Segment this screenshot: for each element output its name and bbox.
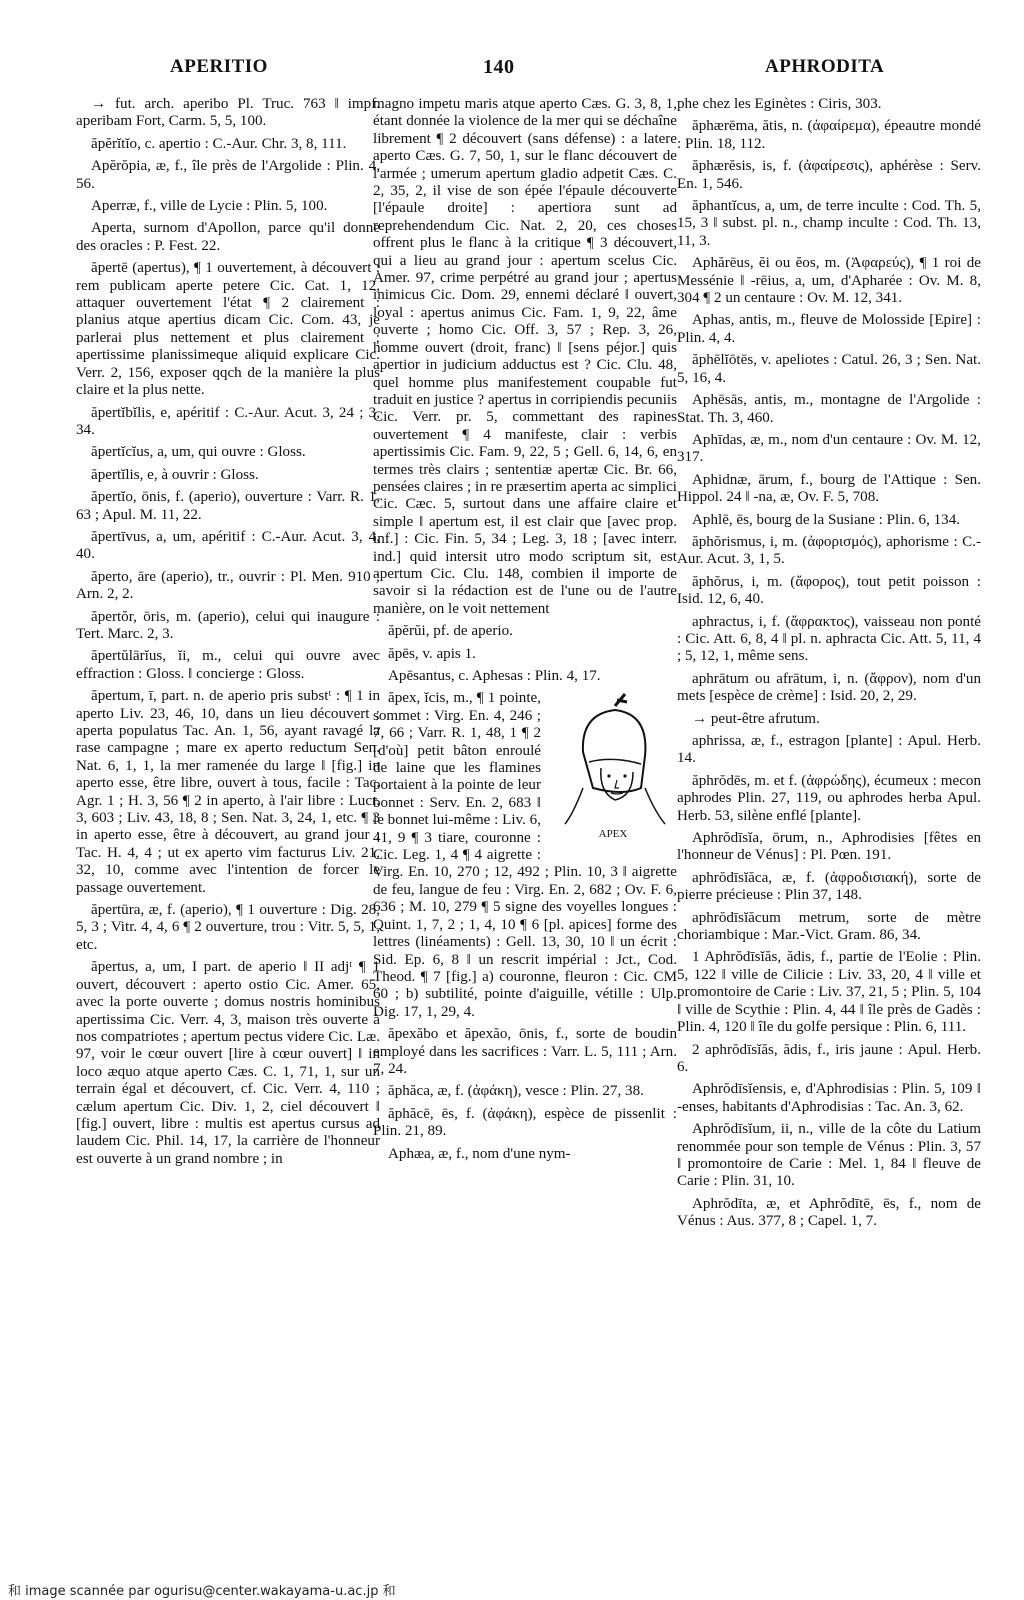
entry: aphrŏdīsĭăcum metrum, sorte de mètre choriambique : Mar.-Vict. Gram. 86, 34. bbox=[677, 909, 981, 944]
entry: ăpertĭlis, e, à ouvrir : Gloss. bbox=[91, 466, 259, 483]
entry: ăphăcē, ēs, f. (ἀφάκη), espèce de pissenlit : Plin. 21, 89. bbox=[373, 1105, 677, 1140]
entry: magno impetu maris atque aperto Cæs. G. 3, 8, 1, étant donnée la violence de la mer qui se déchaîne librement ¶ 2 découvert (sans défense) : a latere aperto Cæs. G. 7, 50, 1, sur le flanc découvert de l'armée ; umerum apertum gladio adpetit Cæs. C. 2, 35, 2, il vise de son épée l'épaule découverte [l'épaule droite] : apertiora sunt ad reprehendendum Cic. Nat. 2, 20, ces choses offrent plus le flanc à la critique ¶ 3 découvert, qui a lieu au grand jour : apertum scelus Cic. Amer. 97, crime perpétré au grand jour ; apertus inimicus Cic. Dom. 29, ennemi déclaré ‖ ouvert, loyal : apertus animus Cic. Fam. 1, 9, 22, âme ouverte ; homo Cic. Off. 3, 57 ; Rep. 3, 26, homme ouvert (droit, franc) ‖ [sens péjor.] quis apertior in judicium adductus est ? Cic. Clu. 48, quel homme plus manifestement coupable fut traduit en justice ? apertus in corripiendis pecuniis Cic. Verr. pr. 5, commettant des rapines ouvertement ¶ 4 manifeste, clair : verbis apertissimis Cic. Fam. 9, 22, 5 ; Gell. 6, 14, 6, en termes très clairs ; sententiæ apertæ Cic. Br. 66, pensées claires ; in re præsertim aperta ac simplici Cic. Cæc. 5, surtout dans une affaire claire et simple ‖ apertum est, il est clair que [avec prop. inf.] : Cic. Fin. 5, 34 ; Leg. 3, 18 ; [avec interr. ind.] quid intersit utro modo scriptum sit, est apertum Cic. Clu. 148, combien il importe de savoir si la rédaction est de l'une ou de l'autre manière, on le voit nettement bbox=[373, 96, 677, 617]
entry: ăpertum, ī, part. n. de aperio pris substᵗ : ¶ 1 in aperto Liv. 23, 46, 10, dans un lieu découvert ; aperta populatus Tac. An. 1, 56, ayant ravagé la rase campagne ; mare ex aperto reductum Sen. Nat. 6, 1, 1, la mer ramenée du large ‖ [fig.] in aperto esse, être libre, ouvert à tous, facile : Tac. Agr. 1 ; H. 3, 56 ¶ 2 in aperto, à l'air libre : Lucr. 3, 603 ; Liv. 43, 18, 8 ; Sen. Nat. 3, 24, 1, etc. ¶ 3 in aperto esse, être à découvert, au grand jour : Tac. H. 4, 4 ; ut ex aperto vim facturus Liv. 21, 32, 10, comme avec l'intention de forcer le passage ouvertement. bbox=[76, 688, 380, 896]
entry: ăperto, āre (aperio), tr., ouvrir : Pl. Men. 910 ; Arn. 2, 2. bbox=[76, 568, 380, 603]
page-number: 140 bbox=[483, 56, 515, 78]
entry: ăpertīvus, a, um, apéritif : C.-Aur. Acut. 3, 4, 40. bbox=[76, 528, 380, 563]
entry: Apēsantus, c. Aphesas : Plin. 4, 17. bbox=[388, 668, 601, 684]
column-3 bbox=[677, 96, 981, 1236]
entry: 1 Aphrŏdīsĭăs, ădis, f., partie de l'Eolie : Plin. 5, 122 ‖ ville de Cilicie : Liv. 33, 20, 4 ‖ ville et promontoire de Carie : Liv. 37, 21, 5 ; Plin. 5, 104 ‖ ville de Scythie : Plin. 4, 44 ‖ île près de Gadès : Plin. 4, 120 ‖ île du golfe persique : Plin. 6, 111. bbox=[677, 949, 981, 1036]
entry: ăpexăbo et ăpexăo, ōnis, f., sorte de boudin employé dans les sacrifices : Varr. L. 5, 111 ; Arn. 7, 24. bbox=[373, 1026, 677, 1077]
entry: Aperta, surnom d'Apollon, parce qu'il donne des oracles : P. Fest. 22. bbox=[76, 220, 380, 254]
apex-figure-caption: APEX bbox=[598, 828, 628, 841]
entry: ăpēs, v. apis 1. bbox=[388, 645, 476, 662]
running-head-left: APERITIO bbox=[170, 56, 268, 77]
entry: aphrŏdīsĭăca, æ, f. (ἀφροδισιακή), sorte de pierre précieuse : Plin 37, 148. bbox=[677, 869, 981, 904]
entry: ăphăca, æ, f. (ἀφάκη), vesce : Plin. 27, 38. bbox=[388, 1083, 644, 1100]
entry: ăpex, ĭcis, m., ¶ 1 pointe, sommet : Virg. En. 4, 246 ; 7, 66 ; Varr. R. 1, 48, 1 ¶ 2 [d'où] petit bâton enroulé de laine que les flamines portaient à la pointe de leur bonnet : Serv. En. 2, 683 ‖ le bonnet lui-même : Liv. 6, 41, 9 ¶ 3 tiare, couronne : Cic. Leg. 1, 4 ¶ 4 aigrette : Virg. En. 10, 270 ; 12, 492 ; Plin. 10, 3 ‖ aigrette de feu, langue de feu : Virg. En. 2, 682 ; Ov. F. 6, 636 ; M. 10, 279 ¶ 5 signe des voyelles longues : Quint. 1, 7, 2 ; 1, 4, 10 ¶ 6 [pl. apices] forme des lettres (linéaments) : Gell. 13, 30, 10 ‖ un écrit : Sid. Ep. 6, 8 ‖ un rescrit impérial : Jct., Cod. Theod. ¶ 7 [fig.] a) couronne, fleuron : Cic. CM 60 ; b) subtilité, pointe d'aiguille, vétille : Ulp. Dig. 17, 1, 29, 4. bbox=[373, 690, 677, 1020]
entry: Apĕrŏpia, æ, f., île près de l'Argolide : Plin. 4, 56. bbox=[76, 158, 380, 192]
entry: ăpertŭlārĭus, ĭi, m., celui qui ouvre avec effraction : Gloss. ‖ concierge : Gloss. bbox=[76, 648, 380, 682]
scan-credit-footer: 和 image scannée par ogurisu@center.wakayama-u.ac.jp 和 bbox=[8, 1584, 396, 1599]
entry: ăphrŏdēs, m. et f. (ἀφρώδης), écumeux : mecon aphrodes Plin. 27, 119, ou aphrodes herba Apul. Herb. 53, silène enflé [plante]. bbox=[677, 772, 981, 824]
entry: → fut. arch. aperibo Pl. Truc. 763 ‖ impf. aperibam Fort, Carm. 5, 5, 100. bbox=[76, 96, 380, 130]
entry: Aphēsās, antis, m., montagne de l'Argolide : Stat. Th. 3, 460. bbox=[677, 392, 981, 426]
entry: ăpertĭo, ōnis, f. (aperio), ouverture : Varr. R. 1, 63 ; Apul. M. 11, 22. bbox=[76, 489, 380, 523]
entry: aphractus, i, f. (ἄφρακτος), vaisseau non ponté : Cic. Att. 6, 8, 4 ‖ pl. n. aphracta Cic. Att. 5, 11, 4 ; 5, 12, 1, même sens. bbox=[677, 613, 981, 665]
entry: ăpertūra, æ, f. (aperio), ¶ 1 ouverture : Dig. 28, 5, 3 ; Vitr. 4, 4, 6 ¶ 2 ouverture, trou : Vitr. 5, 5, 1, etc. bbox=[76, 902, 380, 953]
entry: Aphlē, ēs, bourg de la Susiane : Plin. 6, 134. bbox=[692, 511, 961, 528]
entry: ăpĕrĭtĭo, c. apertio : C.-Aur. Chr. 3, 8, 111. bbox=[91, 135, 347, 152]
entry: ăpĕrŭi, pf. de aperio. bbox=[388, 623, 513, 640]
entry: → peut-être afrutum. bbox=[692, 710, 820, 727]
entry: ăpertĭcĭus, a, um, qui ouvre : Gloss. bbox=[91, 444, 306, 461]
apex-figure bbox=[549, 692, 677, 844]
entry: aphrātum ou afrātum, i, n. (ἄφρον), nom d'un mets [espèce de crème] : Isid. 20, 2, 29. bbox=[677, 670, 981, 705]
entry: Aphrŏdīsĭensis, e, d'Aphrodisias : Plin. 5, 109 ‖ -enses, habitants d'Aphrodisias : Tac. An. 3, 62. bbox=[677, 1081, 981, 1115]
running-head-right: APHRODITA bbox=[765, 56, 885, 77]
column-2 bbox=[373, 96, 677, 1168]
entry: Aperræ, f., ville de Lycie : Plin. 5, 100. bbox=[91, 198, 328, 215]
entry: 2 aphrŏdīsĭăs, ădis, f., iris jaune : Apul. Herb. 6. bbox=[677, 1041, 981, 1075]
entry: Aphæa, æ, f., nom d'une nym- bbox=[388, 1145, 571, 1162]
entry: Aphărēus, ĕi ou ĕos, m. (Ἀφαρεύς), ¶ 1 roi de Messénie ‖ -rēius, a, um, d'Apharée : Ov. M. 8, 304 ¶ 2 un centaure : Ov. M. 12, 341. bbox=[677, 255, 981, 307]
entry: ăphantĭcus, a, um, de terre inculte : Cod. Th. 5, 15, 3 ‖ subst. pl. n., champ inculte : Cod. Th. 13, 11, 3. bbox=[677, 198, 981, 249]
entry: aphrissa, æ, f., estragon [plante] : Apul. Herb. 14. bbox=[677, 733, 981, 767]
entry: Aphrŏdīsĭum, ii, n., ville de la côte du Latium renommée pour son temple de Vénus : Plin. 3, 57 ‖ promontoire de Carie : Mel. 1, 84 ‖ fleuve de Carie : Plin. 31, 10. bbox=[677, 1121, 981, 1190]
entry: ăpertē (apertus), ¶ 1 ouvertement, à découvert : rem publicam aperte petere Cic. Cat. 1, 12, attaquer ouvertement l'état ¶ 2 clairement : planius atque apertius dicam Cic. Com. 43, je parlerai plus nettement et plus clairement ; apertissime planissimeque aliquid explicare Cic. Verr. 2, 156, exposer qqch de la manière la plus claire et la plus nette. bbox=[76, 260, 380, 399]
entry: ăpertus, a, um, I part. de aperio ‖ II adjᵗ ¶ 1 ouvert, découvert : aperto ostio Cic. Amer. 65, avec la porte ouverte ; domus nostris hominibus apertissima Cic. Verr. 4, 3, maison très ouverte à nos compatriotes ; apertum pectus videre Cic. Læ. 97, voir le cœur ouvert [lire à cœur ouvert] ‖ in loco æquo atque aperto Cæs. C. 1, 71, 1, sur un terrain égal et découvert, cf. Cic. Verr. 4, 110 ; cælum apertum Cic. Div. 1, 2, ciel découvert ‖ [fig.] ouvert, libre : multis est apertus cursus ad laudem Cic. Phil. 14, 17, la carrière de l'honneur est ouverte à un grand nombre ; in bbox=[76, 959, 380, 1167]
column-1 bbox=[76, 96, 380, 1173]
entry: ăpertŏr, ōris, m. (aperio), celui qui inaugure : Tert. Marc. 2, 3. bbox=[76, 608, 380, 642]
entry: Aphas, antis, m., fleuve de Molosside [Epire] : Plin. 4, 4. bbox=[677, 312, 981, 346]
entry: ăphærĕsis, is, f. (ἀφαίρεσις), aphérèse : Serv. En. 1, 546. bbox=[677, 158, 981, 192]
entry: ăphærēma, ătis, n. (ἀφαίρεμα), épeautre mondé : Plin. 18, 112. bbox=[677, 118, 981, 152]
entry: ăphēlĭōtēs, v. apeliotes : Catul. 26, 3 ; Sen. Nat. 5, 16, 4. bbox=[677, 352, 981, 386]
entry: Aphrŏdīsĭa, ōrum, n., Aphrodisies [fêtes en l'honneur de Vénus] : Pl. Pœn. 191. bbox=[677, 830, 981, 864]
entry: Aphīdas, æ, m., nom d'un centaure : Ov. M. 12, 317. bbox=[677, 431, 981, 466]
entry: Aphidnæ, ārum, f., bourg de l'Attique : Sen. Hippol. 24 ‖ -na, æ, Ov. F. 5, 708. bbox=[677, 471, 981, 506]
flamen-bust-with-apex-icon bbox=[553, 692, 673, 826]
entry: Aphrŏdīta, æ, et Aphrŏdītē, ēs, f., nom de Vénus : Aus. 377, 8 ; Capel. 1, 7. bbox=[677, 1195, 981, 1230]
entry: phe chez les Eginètes : Ciris, 303. bbox=[677, 96, 882, 112]
entry: ăpertĭbĭlis, e, apéritif : C.-Aur. Acut. 3, 24 ; 3, 34. bbox=[76, 404, 380, 438]
entry: ăphŏrus, i, m. (ἄφορος), tout petit poisson : Isid. 12, 6, 40. bbox=[677, 573, 981, 608]
entry: ăphŏrismus, i, m. (ἀφορισμός), aphorisme : C.-Aur. Acut. 3, 1, 5. bbox=[677, 533, 981, 568]
